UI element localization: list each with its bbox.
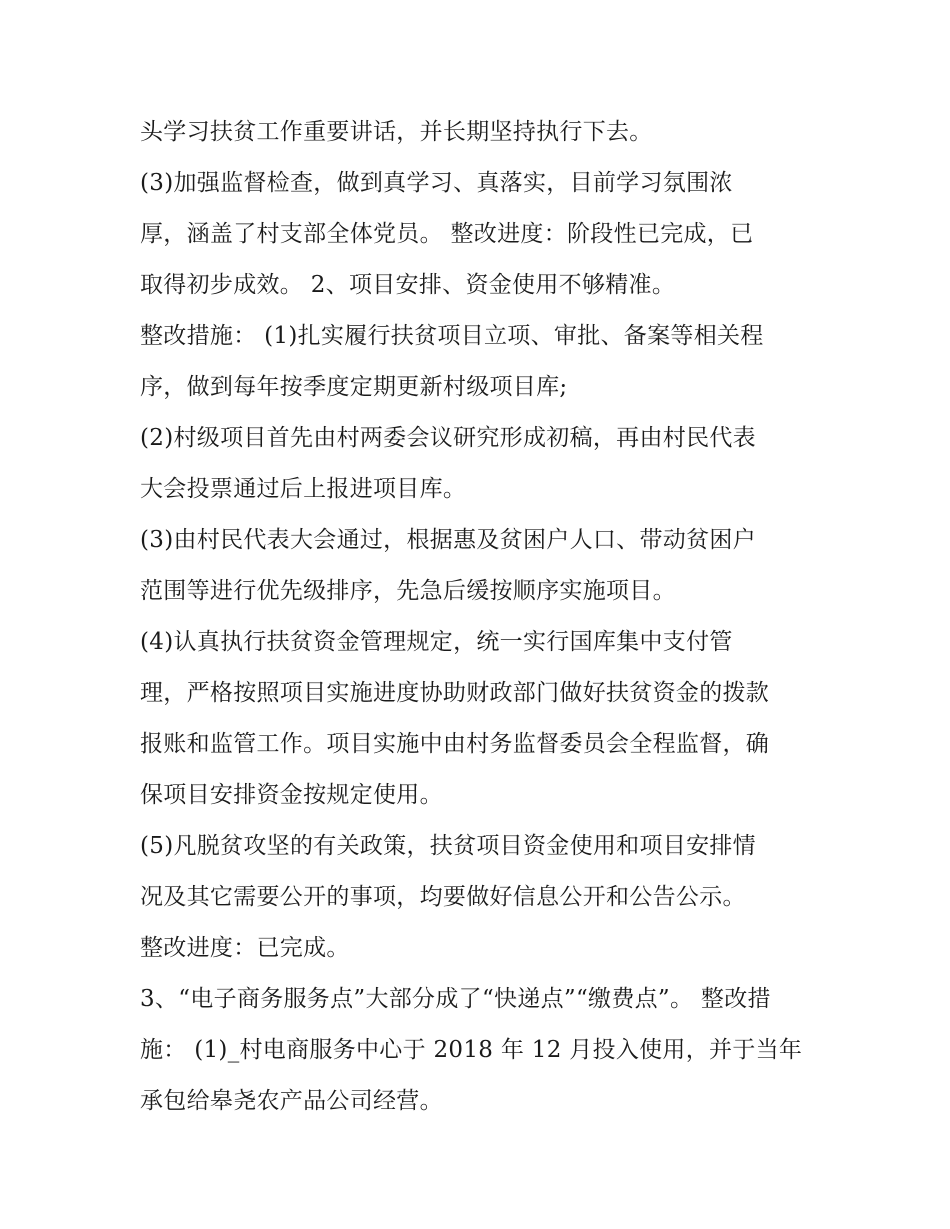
text-line: 施： (1)_村电商服务中心于 2018 年 12 月投入使用，并于当年: [140, 1037, 803, 1063]
text-line: 厚，涵盖了村支部全体党员。 整改进度：阶段性已完成，已: [140, 221, 754, 247]
text-line: (5)凡脱贫攻坚的有关政策，扶贫项目资金使用和项目安排情: [140, 833, 756, 859]
text-line: 报账和监管工作。项目实施中由村务监督委员会全程监督，确: [140, 731, 770, 757]
text-line: 整改措施： (1)扎实履行扶贫项目立项、审批、备案等相关程: [140, 323, 764, 349]
text-line: 保项目安排资金按规定使用。: [140, 782, 443, 808]
text-line: 承包给皋尧农产品公司经营。: [140, 1088, 443, 1114]
text-line: 3、“电子商务服务点”大部分成了“快递点”“缴费点”。 整改措: [140, 986, 771, 1012]
text-line: 范围等进行优先级排序，先急后缓按顺序实施项目。: [140, 578, 676, 604]
text-line: 大会投票通过后上报进项目库。: [140, 476, 467, 502]
text-line: 理，严格按照项目实施进度协助财政部门做好扶贫资金的拨款: [140, 680, 770, 706]
text-line: (3)加强监督检查，做到真学习、真落实，目前学习氛围浓: [140, 170, 733, 196]
text-line: 况及其它需要公开的事项，均要做好信息公开和公告公示。: [140, 884, 746, 910]
text-line: 整改进度：已完成。: [140, 935, 350, 961]
document-body: [140, 107, 820, 1127]
text-line: (3)由村民代表大会通过，根据惠及贫困户人口、带动贫困户: [140, 527, 756, 553]
text-line: (4)认真执行扶贫资金管理规定，统一实行国库集中支付管: [140, 629, 733, 655]
text-line: 头学习扶贫工作重要讲话，并长期坚持执行下去。: [140, 119, 653, 145]
text-line: 序，做到每年按季度定期更新村级项目库;: [140, 374, 568, 400]
text-line: (2)村级项目首先由村两委会议研究形成初稿，再由村民代表: [140, 425, 756, 451]
text-line: 取得初步成效。 2、项目安排、资金使用不够精准。: [140, 272, 676, 298]
